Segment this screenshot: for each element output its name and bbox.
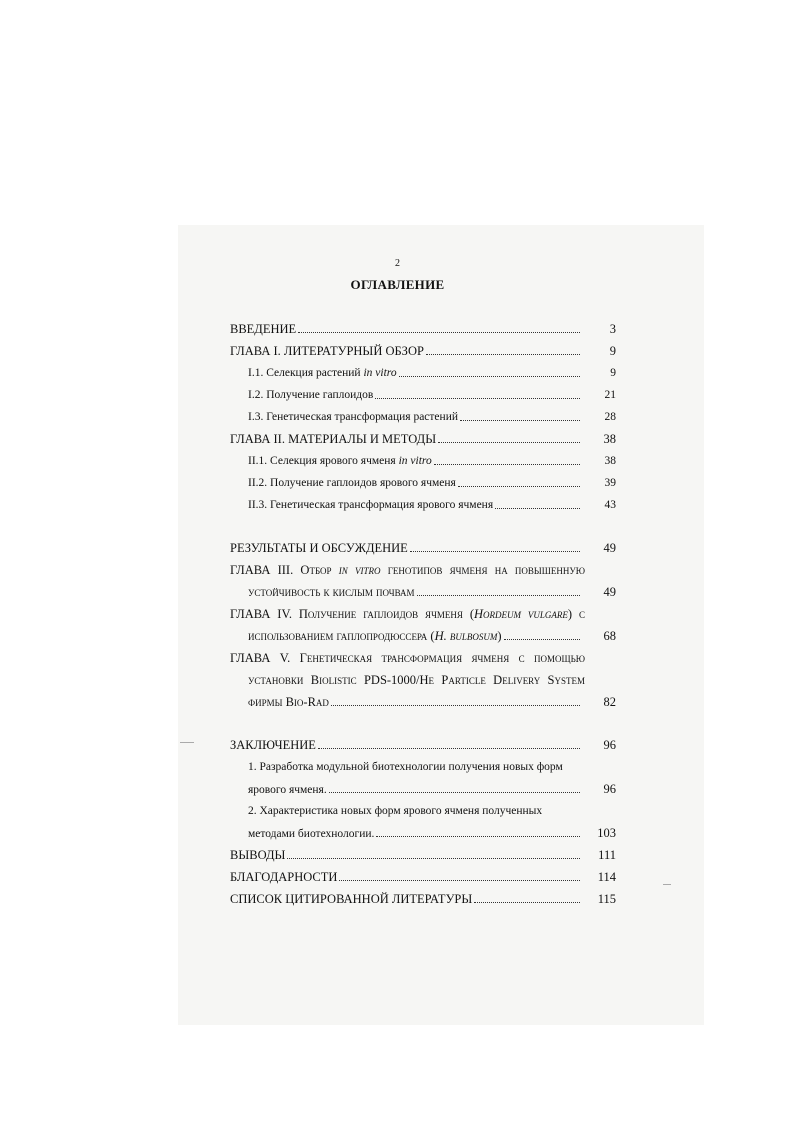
- dot-leader: [375, 397, 580, 399]
- toc-entry-intro[interactable]: ВВЕДЕНИЕ 3: [230, 322, 616, 336]
- toc-entry-conclusion[interactable]: ЗАКЛЮЧЕНИЕ 96: [230, 738, 616, 752]
- dot-leader: [331, 704, 580, 706]
- toc-entry-section-1-1[interactable]: I.1. Селекция растений in vitro 9: [248, 367, 616, 379]
- toc-entry-results[interactable]: РЕЗУЛЬТАТЫ И ОБСУЖДЕНИЕ 49: [230, 541, 616, 555]
- dot-leader: [329, 791, 580, 793]
- dot-leader: [495, 507, 580, 509]
- dot-leader: [434, 463, 580, 465]
- dot-leader: [410, 550, 580, 552]
- toc-entry-findings[interactable]: ВЫВОДЫ 111: [230, 848, 616, 862]
- dot-leader: [460, 419, 580, 421]
- dot-leader: [298, 331, 580, 333]
- dot-leader: [417, 594, 580, 596]
- toc-entry-section-2-1[interactable]: II.1. Селекция ярового ячменя in vitro 38: [248, 455, 616, 467]
- table-of-contents: [230, 318, 616, 910]
- dot-leader: [504, 638, 580, 640]
- toc-entry-chapter-5[interactable]: ГЛАВА V. Генетическая трансформация ячменя с помощью установки Biolistic PDS-1000/He Particle Delivery System фирмы Bio-Rad 82: [230, 651, 616, 709]
- dot-leader: [287, 857, 580, 859]
- dot-leader: [399, 375, 580, 377]
- dot-leader: [438, 441, 580, 443]
- toc-entry-acknowledgements[interactable]: БЛАГОДАРНОСТИ 114: [230, 870, 616, 884]
- toc-entry-references[interactable]: СПИСОК ЦИТИРОВАННОЙ ЛИТЕРАТУРЫ 115: [230, 892, 616, 906]
- dot-leader: [339, 879, 580, 881]
- dot-leader: [474, 901, 580, 903]
- page-number: 2: [395, 258, 400, 269]
- toc-entry-section-1-2[interactable]: I.2. Получение гаплоидов 21: [248, 389, 616, 401]
- toc-entry-conclusion-2[interactable]: 2. Характеристика новых форм ярового ячменя полученных методами биотехнологии. 103: [248, 805, 616, 840]
- dot-leader: [458, 485, 580, 487]
- scan-artifact: [663, 884, 671, 885]
- toc-entry-section-2-2[interactable]: II.2. Получение гаплоидов ярового ячменя 39: [248, 477, 616, 489]
- scan-artifact: [180, 742, 194, 743]
- dot-leader: [318, 747, 580, 749]
- toc-entry-section-1-3[interactable]: I.3. Генетическая трансформация растений 28: [248, 411, 616, 423]
- toc-entry-chapter-1[interactable]: ГЛАВА I. ЛИТЕРАТУРНЫЙ ОБЗОР 9: [230, 344, 616, 358]
- page-title: ОГЛАВЛЕНИЕ: [350, 277, 445, 292]
- toc-entry-chapter-4[interactable]: ГЛАВА IV. Получение гаплоидов ячменя (Hordeum vulgare) с использованием гаплопродюссера (H. bulbosum) 68: [230, 607, 616, 643]
- toc-entry-conclusion-1[interactable]: 1. Разработка модульной биотехнологии получения новых форм ярового ячменя. 96: [248, 761, 616, 796]
- toc-entry-chapter-3[interactable]: ГЛАВА III. Отбор in vitro генотипов ячменя на повышенную устойчивость к кислым почвам 49: [230, 563, 616, 599]
- toc-entry-section-2-3[interactable]: II.3. Генетическая трансформация ярового ячменя 43: [248, 499, 616, 511]
- dot-leader: [376, 835, 580, 837]
- dot-leader: [426, 353, 580, 355]
- toc-entry-chapter-2[interactable]: ГЛАВА II. МАТЕРИАЛЫ И МЕТОДЫ 38: [230, 432, 616, 446]
